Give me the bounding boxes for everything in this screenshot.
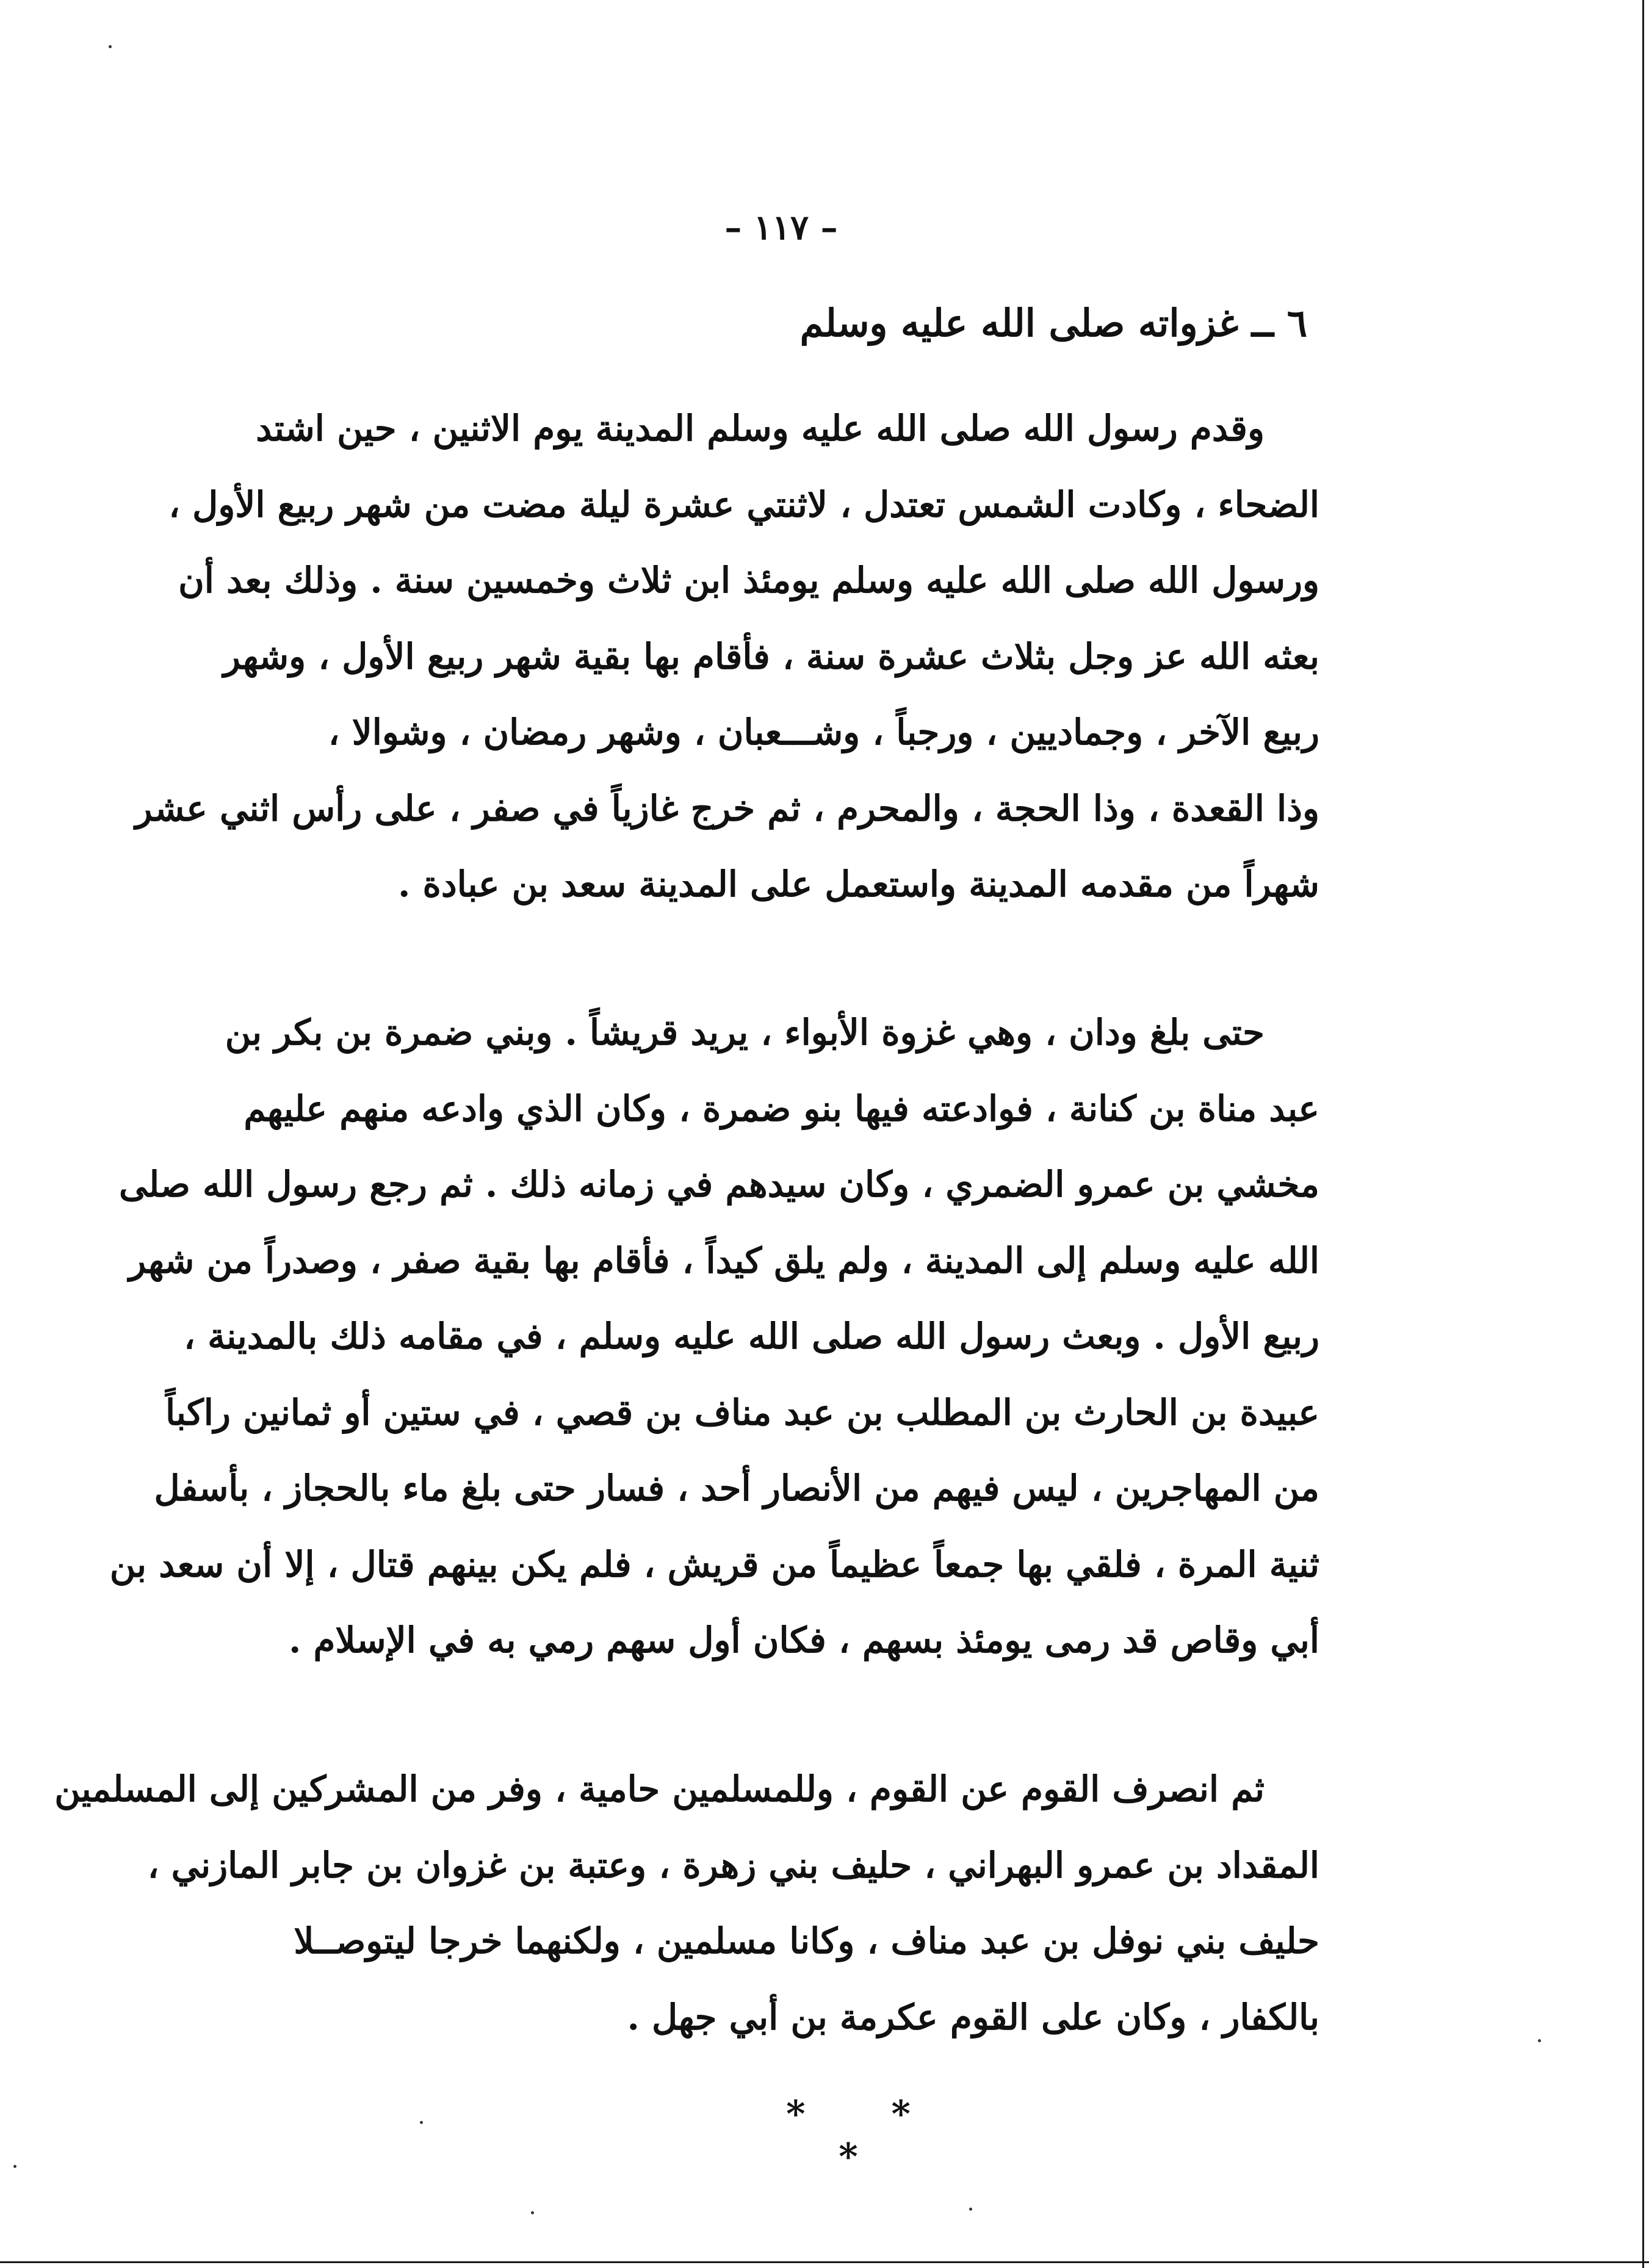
- text-line: حليف بني نوفل بن عبد مناف ، وكانا مسلمين ، ولكنهما خرجا ليتوصــلا: [294, 1920, 1319, 1962]
- text-line: حتى بلغ ودان ، وهي غزوة الأبواء ، يريد قريشاً . وبني ضمرة بن بكر بن: [225, 1012, 1265, 1053]
- scan-edge-bottom: [0, 2261, 1649, 2263]
- scan-edge-right: [1642, 0, 1644, 2268]
- text-line: أبي وقاص قد رمى يومئذ بسهم ، فكان أول سهم رمي به في الإسلام .: [289, 1619, 1319, 1661]
- text-line: من المهاجرين ، ليس فيهم من الأنصار أحد ، فسار حتى بلغ ماء بالحجاز ، بأسفل: [154, 1467, 1319, 1509]
- scan-speck: [420, 2121, 423, 2124]
- text-line: الله عليه وسلم إلى المدينة ، ولم يلق كيداً ، فأقام بها بقية صفر ، وصدراً من شهر: [129, 1239, 1319, 1281]
- paragraph-3: [54, 1751, 1319, 2055]
- scan-speck: [531, 2211, 534, 2214]
- text-line: ربيع الأول . وبعث رسول الله صلى الله عليه وسلم ، في مقامه ذلك بالمدينة ،: [184, 1316, 1319, 1357]
- text-line: ورسول الله صلى الله عليه وسلم يومئذ ابن ثلاث وخمسين سنة . وذلك بعد أن: [178, 560, 1319, 601]
- scan-speck: [13, 2165, 16, 2168]
- scan-speck: [109, 45, 112, 48]
- text-line: الضحاء ، وكادت الشمس تعتدل ، لاثنتي عشرة ليلة مضت من شهر ربيع الأول ،: [168, 483, 1319, 525]
- text-line: ربيع الآخر ، وجماديين ، ورجباً ، وشـــعبان ، وشهر رمضان ، وشوالا ،: [328, 711, 1319, 753]
- text-line: شهراً من مقدمه المدينة واستعمل على المدينة سعد بن عبادة .: [398, 863, 1319, 905]
- text-line: المقداد بن عمرو البهراني ، حليف بني زهرة ، وعتبة بن غزوان بن جابر المازني ،: [147, 1844, 1319, 1886]
- section-heading: ٦ ــ غزواته صلى الله عليه وسلم: [799, 301, 1307, 345]
- paragraph-2: [109, 995, 1319, 1679]
- text-line: بعثه الله عز وجل بثلاث عشرة سنة ، فأقام بها بقية شهر ربيع الأول ، وشهر: [223, 635, 1319, 677]
- text-line: وقدم رسول الله صلى الله عليه وسلم المدينة يوم الاثنين ، حين اشتد: [256, 408, 1265, 449]
- text-line: عبيدة بن الحارث بن المطلب بن عبد مناف بن قصي ، في ستين أو ثمانين راكباً: [165, 1391, 1319, 1433]
- text-line: وذا القعدة ، وذا الحجة ، والمحرم ، ثم خرج غازياً في صفر ، على رأس اثني عشر: [135, 787, 1319, 829]
- page-number: – ١١٧ –: [724, 207, 838, 248]
- text-line: عبد مناة بن كنانة ، فوادعته فيها بنو ضمرة ، وكان الذي وادعه منهم عليهم: [244, 1087, 1319, 1129]
- section-separator: * * *: [786, 2093, 947, 2178]
- text-line: بالكفار ، وكان على القوم عكرمة بن أبي جهل .: [627, 1996, 1319, 2038]
- scan-speck: [969, 2208, 972, 2211]
- text-line: مخشي بن عمرو الضمري ، وكان سيدهم في زمانه ذلك . ثم رجع رسول الله صلى: [119, 1164, 1319, 1205]
- text-line: ثنية المرة ، فلقي بها جمعاً عظيماً من قريش ، فلم يكن بينهم قتال ، إلا أن سعد بن: [109, 1543, 1319, 1585]
- paragraph-1: [135, 391, 1319, 923]
- scan-speck: [1538, 2039, 1541, 2042]
- text-line: ثم انصرف القوم عن القوم ، وللمسلمين حامية ، وفر من المشركين إلى المسلمين: [54, 1768, 1265, 1810]
